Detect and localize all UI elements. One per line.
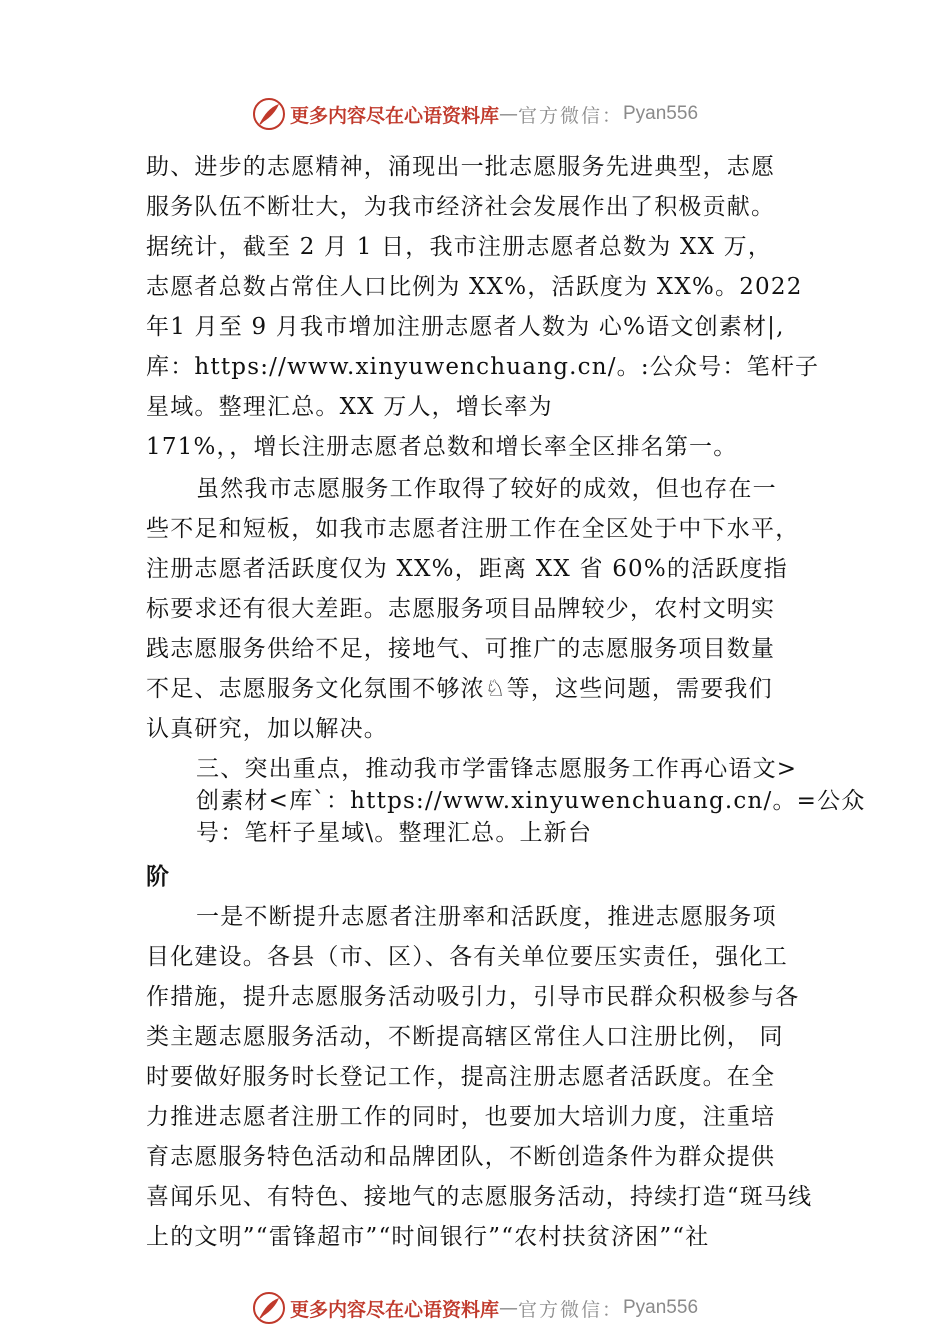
header-wechat-label: 官方微信：: [517, 104, 623, 127]
footer-wechat-label: 官方微信：: [517, 1298, 623, 1321]
header-wechat-id: Pyan556: [623, 103, 699, 124]
body-line: 些不足和短板，如我市志愿者注册工作在全区处于中下水平，: [146, 516, 800, 542]
body-line: 据统计，截至 2 月 1 日，我市注册志愿者总数为 XX 万，: [146, 234, 773, 260]
body-line: 育志愿服务特色活动和品牌团队，不断创造条件为群众提供: [146, 1144, 776, 1170]
paragraph-start-line: 虽然我市志愿服务工作取得了较好的成效，但也存在一: [196, 476, 777, 502]
body-line: 时要做好服务时长登记工作，提高注册志愿者活跃度。在全: [146, 1064, 776, 1090]
body-line: 作措施，提升志愿服务活动吸引力，引导市民群众积极参与各: [146, 984, 800, 1010]
section-heading-line: 号：笔杆子星域\。整理汇总。上新台: [196, 820, 593, 846]
body-line: 标要求还有很大差距。志愿服务项目品牌较少，农村文明实: [146, 596, 776, 622]
quill-logo-icon: [252, 97, 286, 131]
footer-site-name: 更多内容尽在心语资料库: [289, 1298, 499, 1321]
body-line: 上的文明”“雷锋超市”“时间银行”“农村扶贫济困”“社: [146, 1224, 710, 1250]
footer-wechat-id: Pyan556: [623, 1297, 699, 1318]
body-line: 认真研究，加以解决。: [146, 716, 388, 742]
paragraph-start-line: 一是不断提升志愿者注册率和活跃度，推进志愿服务项: [196, 904, 777, 930]
section-heading-line: 三、突出重点，推动我市学雷锋志愿服务工作再心语文>: [196, 756, 798, 782]
section-heading-line: 阶: [146, 864, 171, 890]
body-line: 服务队伍不断壮大，为我市经济社会发展作出了积极贡献。: [146, 194, 776, 220]
header-site-name: 更多内容尽在心语资料库: [289, 104, 499, 127]
body-line: 171%，，增长注册志愿者总数和增长率全区排名第一。: [146, 434, 738, 460]
quill-logo-icon: [252, 1291, 286, 1325]
body-line: 志愿者总数占常住人口比例为 XX%，活跃度为 XX%。2022: [146, 274, 803, 300]
body-line: 力推进志愿者注册工作的同时，也要加大培训力度，注重培: [146, 1104, 776, 1130]
body-line: 类主题志愿服务活动，不断提高辖区常住人口注册比例， 同: [146, 1024, 784, 1050]
body-line: 星域。整理汇总。XX 万人，增长率为: [146, 394, 553, 420]
body-line: 注册志愿者活跃度仅为 XX%，距离 XX 省 60%的活跃度指: [146, 556, 788, 582]
body-line: 不足、志愿服务文化氛围不够浓♘等，这些问题，需要我们: [146, 676, 773, 702]
page-header-banner: [0, 94, 950, 134]
footer-separator: —: [498, 1297, 518, 1319]
page-footer-banner: [0, 1288, 950, 1328]
body-line: 助、进步的志愿精神，涌现出一批志愿服务先进典型，志愿: [146, 154, 776, 180]
body-line: 目化建设。各县（市、区）、各有关单位要压实责任，强化工: [146, 944, 788, 970]
body-line: 践志愿服务供给不足，接地气、可推广的志愿服务项目数量: [146, 636, 776, 662]
body-line: 库：https://www.xinyuwenchuang.cn/。:公众号：笔杆子: [146, 354, 820, 380]
body-line: 年1 月至 9 月我市增加注册志愿者人数为 心%语文创素材|,: [146, 314, 785, 340]
header-separator: —: [498, 103, 518, 125]
body-line: 喜闻乐见、有特色、接地气的志愿服务活动，持续打造“斑马线: [146, 1184, 813, 1210]
section-heading-line: 创素材<库`：https://www.xinyuwenchuang.cn/。=公众: [196, 788, 866, 814]
